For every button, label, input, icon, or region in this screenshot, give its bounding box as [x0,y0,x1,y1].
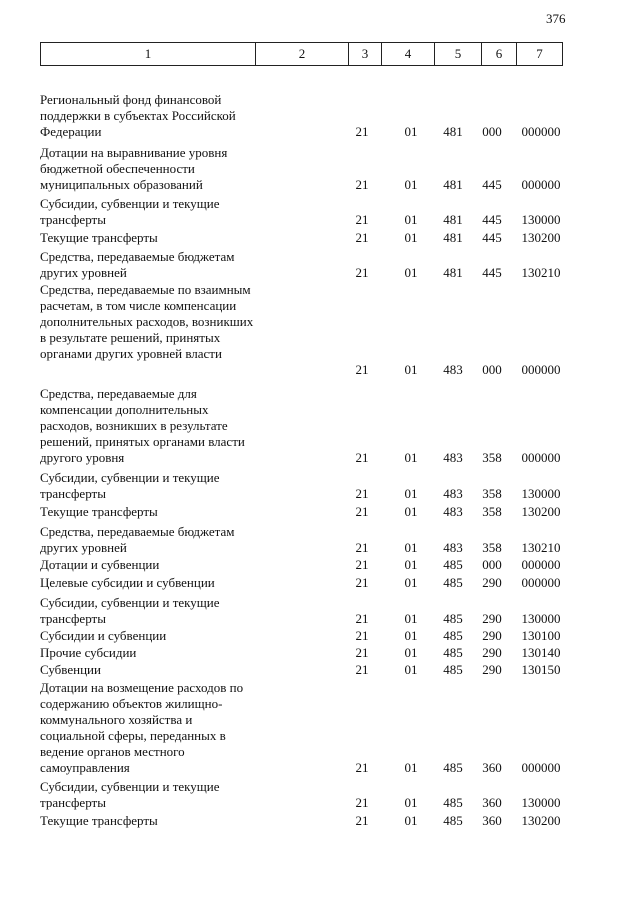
cell-col6: 445 [482,230,502,245]
cell-col3: 21 [355,540,369,555]
table-row [0,645,640,661]
table-row [0,575,640,591]
cell-col3: 21 [355,486,369,501]
cell-col6: 358 [482,486,502,501]
cell-col3: 21 [355,557,369,572]
cell-col4: 01 [404,557,418,572]
cell-col5: 483 [443,362,463,377]
row-description: Дотации и субвенции [40,557,160,572]
cell-col4: 01 [404,450,418,465]
table-row [0,230,640,246]
row-description: Дотации на возмещение расходов по содержанию объектов жилищно-коммунального хозяйства и социальной сферы, переданных в ведение органов местного самоуправления [40,680,244,775]
cell-col4: 01 [404,645,418,660]
cell-col3: 21 [355,795,369,810]
cell-col6: 445 [482,177,502,192]
table-row [0,779,640,811]
table-row [0,282,640,378]
cell-col3: 21 [355,362,369,377]
cell-col5: 485 [443,575,463,590]
cell-col5: 481 [443,230,463,245]
cell-col3: 21 [355,504,369,519]
column-header-3: 3 [349,43,382,66]
row-description: Прочие субсидии [40,645,137,660]
row-description: Субсидии, субвенции и текущие трансферты [40,470,220,501]
table-row [0,249,640,281]
cell-col3: 21 [355,230,369,245]
row-description: Субсидии, субвенции и текущие трансферты [40,779,220,810]
cell-col5: 485 [443,662,463,677]
cell-col4: 01 [404,177,418,192]
column-header-5: 5 [435,43,482,66]
table-row [0,662,640,678]
cell-col7: 130210 [521,540,561,555]
cell-col6: 290 [482,662,502,677]
column-header-2: 2 [256,43,349,66]
cell-col5: 481 [443,177,463,192]
cell-col4: 01 [404,230,418,245]
table-row [0,92,640,140]
row-description: Целевые субсидии и субвенции [40,575,215,590]
cell-col7: 130200 [521,230,561,245]
cell-col7: 000000 [521,760,561,775]
row-description: Субсидии, субвенции и текущие трансферты [40,595,220,626]
cell-col5: 485 [443,813,463,828]
row-description: Субвенции [40,662,101,677]
cell-col7: 130200 [521,504,561,519]
cell-col7: 130140 [521,645,561,660]
cell-col7: 130150 [521,662,561,677]
cell-col7: 000000 [521,450,561,465]
cell-col7: 000000 [521,557,561,572]
cell-col5: 483 [443,486,463,501]
cell-col4: 01 [404,540,418,555]
cell-col3: 21 [355,575,369,590]
cell-col4: 01 [404,611,418,626]
row-description: Субсидии, субвенции и текущие трансферты [40,196,220,227]
table-row [0,470,640,502]
row-description: Средства, передаваемые для компенсации дополнительных расходов, возникших в результате решений, принятых органами власти другого уровня [40,386,245,465]
cell-col5: 481 [443,265,463,280]
cell-col5: 483 [443,504,463,519]
cell-col6: 445 [482,212,502,227]
cell-col4: 01 [404,124,418,139]
table-row [0,386,640,466]
cell-col7: 000000 [521,124,561,139]
page-number: 376 [546,11,566,26]
cell-col7: 130000 [521,212,561,227]
cell-col7: 130200 [521,813,561,828]
cell-col6: 290 [482,611,502,626]
cell-col3: 21 [355,265,369,280]
cell-col3: 21 [355,124,369,139]
cell-col6: 358 [482,504,502,519]
cell-col7: 000000 [521,177,561,192]
row-description: Дотации на выравнивание уровня бюджетной обеспеченности муниципальных образований [40,145,228,192]
cell-col3: 21 [355,177,369,192]
cell-col7: 130210 [521,265,561,280]
table-row [0,813,640,829]
cell-col4: 01 [404,362,418,377]
cell-col6: 360 [482,795,502,810]
cell-col6: 360 [482,813,502,828]
cell-col3: 21 [355,611,369,626]
row-description: Средства, передаваемые бюджетам других уровней [40,524,235,555]
table-row [0,680,640,776]
cell-col7: 130000 [521,795,561,810]
table-row [0,557,640,573]
cell-col4: 01 [404,575,418,590]
table-row [0,504,640,520]
cell-col5: 485 [443,760,463,775]
cell-col3: 21 [355,212,369,227]
column-header-1: 1 [41,43,256,66]
column-header-7: 7 [517,43,563,66]
cell-col6: 290 [482,575,502,590]
column-header-4: 4 [382,43,435,66]
cell-col6: 445 [482,265,502,280]
cell-col5: 483 [443,540,463,555]
cell-col6: 290 [482,645,502,660]
column-header-6: 6 [482,43,517,66]
cell-col7: 000000 [521,362,561,377]
cell-col7: 000000 [521,575,561,590]
cell-col5: 481 [443,212,463,227]
cell-col6: 000 [482,124,502,139]
cell-col6: 000 [482,362,502,377]
cell-col6: 358 [482,540,502,555]
row-description: Текущие трансферты [40,230,158,245]
table-row [0,145,640,193]
cell-col6: 358 [482,450,502,465]
cell-col5: 481 [443,124,463,139]
table-row [0,595,640,627]
cell-col7: 130000 [521,486,561,501]
cell-col5: 485 [443,628,463,643]
cell-col7: 130100 [521,628,561,643]
row-description: Средства, передаваемые по взаимным расчетам, в том числе компенсации дополнительных расходов, возникших в результате решений, принятых органами других уровней власти [40,282,254,361]
cell-col5: 485 [443,611,463,626]
cell-col7: 130000 [521,611,561,626]
cell-col3: 21 [355,813,369,828]
row-description: Региональный фонд финансовой поддержки в субъектах Российской Федерации [40,92,236,139]
cell-col3: 21 [355,760,369,775]
cell-col4: 01 [404,760,418,775]
cell-col4: 01 [404,265,418,280]
row-description: Текущие трансферты [40,813,158,828]
table-row [0,196,640,228]
cell-col4: 01 [404,628,418,643]
row-description: Средства, передаваемые бюджетам других уровней [40,249,235,280]
cell-col6: 000 [482,557,502,572]
cell-col5: 485 [443,795,463,810]
cell-col5: 485 [443,557,463,572]
cell-col4: 01 [404,813,418,828]
cell-col3: 21 [355,645,369,660]
table-row [0,524,640,556]
cell-col4: 01 [404,212,418,227]
cell-col4: 01 [404,504,418,519]
cell-col5: 483 [443,450,463,465]
cell-col4: 01 [404,662,418,677]
row-description: Субсидии и субвенции [40,628,167,643]
cell-col6: 360 [482,760,502,775]
cell-col3: 21 [355,662,369,677]
cell-col5: 485 [443,645,463,660]
cell-col4: 01 [404,486,418,501]
cell-col3: 21 [355,450,369,465]
cell-col3: 21 [355,628,369,643]
row-description: Текущие трансферты [40,504,158,519]
table-row [0,628,640,644]
cell-col4: 01 [404,795,418,810]
cell-col6: 290 [482,628,502,643]
